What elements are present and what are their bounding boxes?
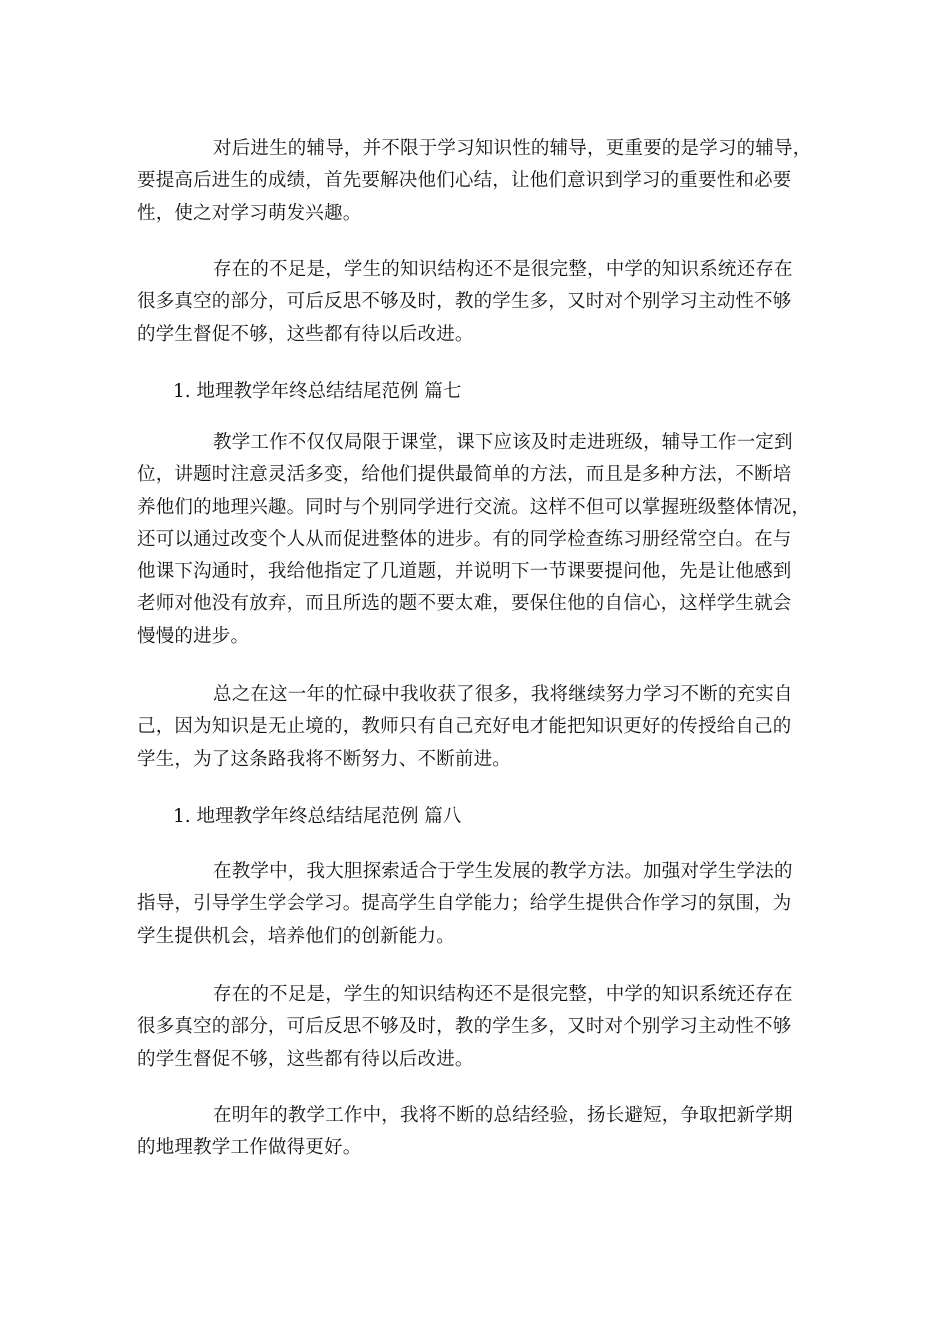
paragraph-line: 他课下沟通时，我给他指定了几道题，并说明下一节课要提问他，先是让他感到 [137, 561, 792, 583]
paragraph-5 [137, 856, 823, 953]
paragraph-line: 存在的不足是，学生的知识结构还不是很完整，中学的知识系统还存在 [213, 259, 793, 280]
paragraph-line: 对后进生的辅导，并不限于学习知识性的辅导，更重要的是学习的辅导， [213, 138, 812, 159]
paragraph-line: 的学生督促不够，这些都有待以后改进。 [137, 1048, 474, 1070]
paragraph-line: 指导，引导学生学会学习。提高学生自学能力；给学生提供合作学习的氛围，为 [137, 893, 792, 915]
paragraph-line: 存在的不足是，学生的知识结构还不是很完整，中学的知识系统还存在 [213, 984, 793, 1005]
section-heading-8: 1. 地理教学年终总结结尾范例 篇八 [173, 806, 462, 827]
paragraph-3 [137, 427, 823, 653]
paragraph-line: 还可以通过改变个人从而促进整体的进步。有的同学检查练习册经常空白。在与 [137, 528, 792, 550]
paragraph-line: 很多真空的部分，可后反思不够及时，教的学生多，又时对个别学习主动性不够 [137, 291, 792, 313]
paragraph-line: 在教学中，我大胆探索适合于学生发展的教学方法。加强对学生学法的 [213, 861, 793, 882]
paragraph-line: 己，因为知识是无止境的，教师只有自己充好电才能把知识更好的传授给自己的 [137, 716, 792, 738]
paragraph-line: 在明年的教学工作中，我将不断的总结经验，扬长避短，争取把新学期 [213, 1105, 793, 1126]
paragraph-4 [137, 679, 823, 776]
paragraph-2 [137, 254, 823, 351]
paragraph-line: 的地理教学工作做得更好。 [137, 1137, 362, 1159]
paragraph-line: 老师对他没有放弃，而且所选的题不要太难，要保住他的自信心，这样学生就会 [137, 593, 792, 615]
paragraph-line: 性，使之对学习萌发兴趣。 [137, 202, 362, 224]
paragraph-line: 养他们的地理兴趣。同时与个别同学进行交流。这样不但可以掌握班级整体情况， [137, 496, 811, 518]
paragraph-7 [137, 1100, 823, 1165]
paragraph-line: 教学工作不仅仅局限于课堂，课下应该及时走进班级，辅导工作一定到 [213, 432, 793, 453]
paragraph-line: 很多真空的部分，可后反思不够及时，教的学生多，又时对个别学习主动性不够 [137, 1016, 792, 1038]
paragraph-6 [137, 979, 823, 1076]
paragraph-line: 学生，为了这条路我将不断努力、不断前进。 [137, 748, 512, 770]
paragraph-line: 总之在这一年的忙碌中我收获了很多，我将继续努力学习不断的充实自 [213, 684, 793, 705]
paragraph-line: 的学生督促不够，这些都有待以后改进。 [137, 323, 474, 345]
paragraph-1 [137, 133, 823, 230]
paragraph-line: 位，讲题时注意灵活多变，给他们提供最简单的方法，而且是多种方法，不断培 [137, 464, 792, 486]
paragraph-line: 学生提供机会，培养他们的创新能力。 [137, 925, 455, 947]
section-heading-7: 1. 地理教学年终总结结尾范例 篇七 [173, 381, 462, 402]
paragraph-line: 要提高后进生的成绩，首先要解决他们心结，让他们意识到学习的重要性和必要 [137, 170, 792, 192]
paragraph-line: 慢慢的进步。 [137, 625, 250, 647]
